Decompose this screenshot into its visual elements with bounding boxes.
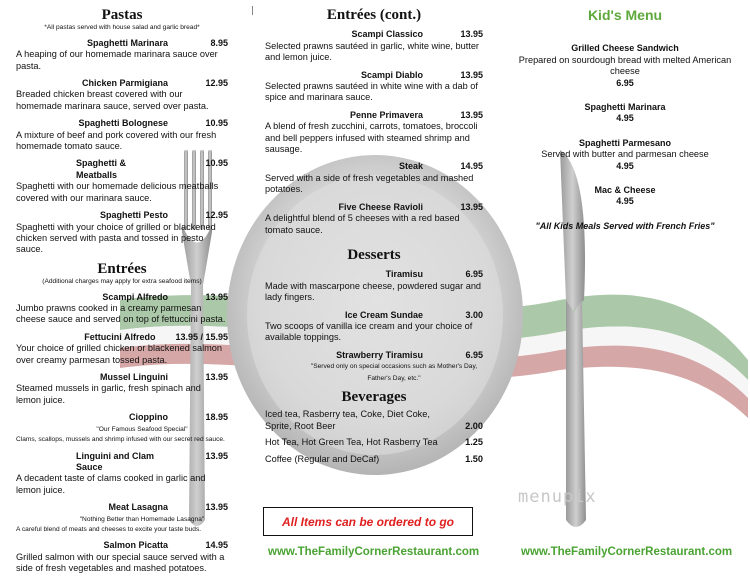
menu-item	[16, 118, 228, 152]
menu-item-price: 13.95	[460, 29, 483, 40]
menu-item-header	[16, 502, 228, 513]
menu-item-name: Cioppino	[129, 412, 168, 423]
menu-item-price: 12.95	[205, 78, 228, 89]
menu-item-description: Breaded chicken breast covered with our homemade marinara sauce, served over pasta.	[16, 89, 209, 111]
menu-item-description: Selected prawns sautéed in white wine with a dab of spice and marinara sauce.	[265, 81, 478, 103]
order-to-go-notice: All Items can be ordered to go	[263, 507, 473, 536]
menu-item-name: Linguini and Clam Sauce	[76, 450, 154, 472]
desserts-list	[265, 269, 483, 384]
menu-item	[265, 202, 483, 236]
kids-item-price: 4.95	[616, 196, 634, 207]
menu-item	[265, 161, 483, 195]
menu-item-header	[16, 78, 228, 89]
menu-item	[16, 540, 228, 574]
menu-item	[16, 451, 228, 497]
menu-item-price: 13.95	[460, 109, 483, 120]
menu-item-header	[16, 540, 228, 551]
beverage-name: Coffee (Regular and DeCaf)	[265, 453, 380, 464]
menu-item-header	[265, 110, 483, 121]
kids-item-description: Prepared on sourdough bread with melted American cheese	[518, 54, 732, 77]
menu-item-name: Strawberry Tiramisu	[336, 349, 423, 360]
menu-item	[16, 332, 228, 366]
kids-item-price: 6.95	[616, 77, 634, 88]
kids-item-name: Spaghetti Parmesano	[578, 137, 672, 148]
menu-item-price: 13.95	[460, 201, 483, 212]
kids-menu-item	[515, 102, 735, 125]
menu-item-price: 12.95	[205, 210, 228, 221]
menu-item-name: Penne Primavera	[349, 109, 423, 120]
menu-item-header	[265, 310, 483, 321]
menu-item-description: Your choice of grilled chicken or blackened salmon over creamy parmesan tossed pasta.	[16, 343, 222, 365]
section-title-entrees-cont: Entrées (cont.)	[326, 7, 422, 23]
menu-item-description: Steamed mussels in garlic, fresh spinach and lemon juice.	[16, 383, 201, 405]
menu-item-description: Jumbo prawns cooked in a creamy parmesan cheese sauce and served on top of fettuccini pasta.	[16, 302, 226, 325]
menu-item-description: A careful blend of meats and cheeses to excite your taste buds.	[16, 525, 202, 533]
menu-item-description: Served with a side of fresh vegetables and mashed potatoes.	[265, 172, 474, 195]
menu-item-name: Scampi Diablo	[360, 69, 423, 80]
menu-item-name: Tiramisu	[385, 269, 423, 280]
menu-item-name: Scampi Alfredo	[102, 291, 168, 302]
menu-item-name: Mussel Linguini	[99, 371, 168, 382]
menu-item	[16, 372, 228, 406]
website-link-middle[interactable]: www.TheFamilyCornerRestaurant.com	[268, 546, 480, 558]
menu-item-name: Spaghetti Marinara	[86, 37, 168, 48]
kids-menu-item	[515, 185, 735, 208]
section-title-pastas: Pastas	[101, 7, 143, 23]
menu-item-name: Steak	[398, 161, 423, 172]
menu-item	[265, 310, 483, 344]
menu-item-price: 13.95	[205, 502, 228, 513]
menu-item-description: Selected prawns sautéed in garlic, white wine, butter and lemon juice.	[265, 40, 479, 63]
column-left	[16, 6, 228, 581]
menu-item	[16, 78, 228, 112]
menu-item-header	[265, 350, 483, 361]
menu-item-header	[265, 161, 483, 172]
menu-item-description: A decadent taste of clams cooked in garlic and lemon juice.	[16, 473, 206, 495]
menu-item-description: A blend of fresh zucchini, carrots, tomatoes, broccoli and bell peppers infused with steamed shrimp and sausage.	[265, 121, 478, 155]
menu-item-name: Spaghetti Bolognese	[78, 118, 168, 129]
menu-item	[16, 38, 228, 72]
menu-item-price: 8.95	[210, 37, 228, 48]
entrees-note: (Additional charges may apply for extra seafood items)	[42, 278, 202, 286]
beverage-row	[265, 454, 483, 465]
column-right	[515, 6, 735, 232]
kids-list	[515, 43, 735, 207]
menu-item-header	[16, 210, 228, 221]
pastas-note: *All pastas served with house salad and garlic bread*	[44, 24, 200, 32]
section-title-kids-menu: Kid's Menu	[587, 7, 663, 23]
menu-item-price: 13.95 / 15.95	[175, 331, 228, 342]
menu-item-name: Scampi Classico	[351, 29, 423, 40]
beverage-row	[265, 437, 483, 448]
menu-item-price: 13.95	[205, 371, 228, 382]
menu-item-description: Clams, scallops, mussels and shrimp infused with our secret red sauce.	[16, 436, 225, 443]
menu-item	[265, 29, 483, 63]
menu-item-description: A delightful blend of 5 cheeses with a red based tomato sauce.	[265, 213, 460, 235]
menu-item-header	[265, 29, 483, 40]
beverage-row	[265, 409, 483, 432]
menu-item-header	[16, 118, 228, 129]
menu-item-name: Fettucini Alfredo	[84, 331, 156, 342]
menu-item	[265, 110, 483, 156]
menu-item-description: A heaping of our homemade marinara sauce over pasta.	[16, 49, 218, 71]
menu-item-header	[16, 412, 228, 423]
menu-item-price: 13.95	[460, 69, 483, 80]
beverage-name: Iced tea, Rasberry tea, Coke, Diet Coke, Sprite, Root Beer	[265, 409, 430, 431]
kids-meals-note: "All Kids Meals Served with French Fries"	[535, 220, 715, 231]
column-divider-mark	[252, 6, 253, 15]
section-title-beverages: Beverages	[341, 388, 407, 405]
section-title-desserts: Desserts	[347, 246, 401, 263]
kids-item-name: Spaghetti Marinara	[584, 102, 666, 113]
entrees-list	[16, 292, 228, 575]
kids-item-price: 4.95	[616, 113, 634, 124]
menu-item-name: Ice Cream Sundae	[344, 309, 423, 320]
menu-item-description: Spaghetti with your choice of grilled or blackened chicken served with pasta and tossed in pesto sauce.	[16, 221, 216, 255]
section-title-entrees: Entrées	[97, 260, 147, 277]
menu-item-name: Spaghetti Pesto	[99, 210, 168, 221]
menu-item-price: 14.95	[205, 540, 228, 551]
menu-item-price: 10.95	[205, 158, 228, 169]
menu-item	[16, 158, 228, 204]
menu-item-price: 13.95	[205, 291, 228, 302]
beverage-price: 1.25	[465, 437, 483, 448]
menu-item-price: 10.95	[205, 118, 228, 129]
beverages-list	[265, 409, 483, 465]
menupix-watermark: menupix	[518, 487, 597, 507]
kids-menu-item	[515, 138, 735, 172]
website-link-right[interactable]: www.TheFamilyCornerRestaurant.com	[521, 546, 733, 558]
kids-item-name: Grilled Cheese Sandwich	[571, 43, 679, 54]
menu-item-description: A mixture of beef and pork covered with our fresh homemade tomato sauce.	[16, 129, 217, 152]
menu-item	[16, 502, 228, 534]
menu-item-header	[16, 451, 228, 474]
menu-item-price: 14.95	[460, 161, 483, 172]
menu-item-tagline: "Served only on special occasions such as Mother's Day, Father's Day, etc."	[310, 363, 478, 382]
menu-item-name: Meat Lasagna	[108, 502, 168, 513]
menu-item-name: Spaghetti & Meatballs	[76, 158, 127, 180]
menu-item-name: Five Cheese Ravioli	[338, 201, 423, 212]
menu-item	[265, 70, 483, 104]
kids-menu-item	[515, 43, 735, 89]
pastas-list	[16, 38, 228, 256]
menu-item-header	[16, 38, 228, 49]
menu-item-price: 18.95	[205, 412, 228, 423]
menu-item-price: 6.95	[465, 269, 483, 280]
menu-item-price: 13.95	[205, 450, 228, 461]
menu-item-price: 3.00	[465, 309, 483, 320]
menu-item	[265, 269, 483, 303]
menu-item-header	[16, 292, 228, 303]
menu-item	[16, 210, 228, 256]
menu-item	[265, 350, 483, 384]
menu-item-header	[265, 202, 483, 213]
menu-item-description: Two scoops of vanilla ice cream and your choice of available toppings.	[265, 320, 473, 343]
menu-item-name: Salmon Picatta	[103, 540, 168, 551]
beverage-price: 2.00	[465, 420, 483, 431]
menu-item-header	[265, 70, 483, 81]
menu-item-header	[265, 269, 483, 280]
kids-item-name: Mac & Cheese	[594, 185, 656, 196]
menu-item-name: Chicken Parmigiana	[81, 78, 168, 89]
column-middle	[265, 6, 483, 470]
menu-item	[16, 292, 228, 326]
menu-item-header	[16, 332, 228, 343]
entrees-cont-list	[265, 29, 483, 236]
beverage-name: Hot Tea, Hot Green Tea, Hot Rasberry Tea	[265, 437, 438, 448]
menu-item-header	[16, 372, 228, 383]
menu-item-price: 6.95	[465, 349, 483, 360]
menu-item-tagline: "Nothing Better than Homemade Lasagna"	[79, 515, 205, 523]
kids-item-price: 4.95	[616, 160, 634, 171]
menu-item-description: Spaghetti with our homemade delicious meatballs covered with our marinara sauce.	[16, 181, 219, 203]
menu-item-tagline: "Our Famous Seafood Special"	[96, 425, 188, 433]
kids-item-description: Served with butter and parmesan cheese	[541, 149, 709, 160]
beverage-price: 1.50	[465, 453, 483, 464]
menu-item-description: Grilled salmon with our special sauce served with a side of fresh vegetables and mashed potatoes.	[16, 551, 225, 574]
menu-item	[16, 412, 228, 444]
menu-item-description: Made with mascarpone cheese, powdered sugar and lady fingers.	[265, 280, 482, 303]
menu-item-header	[16, 158, 228, 181]
